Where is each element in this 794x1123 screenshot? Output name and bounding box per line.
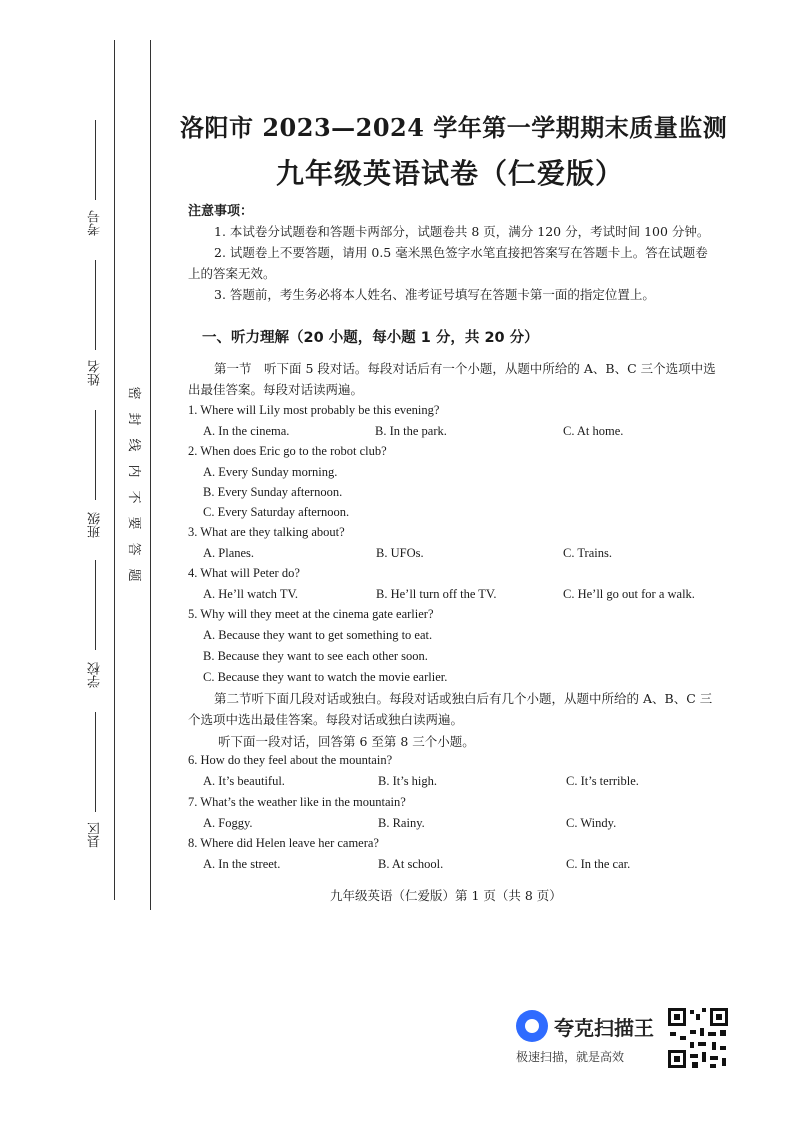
question-option: C. At home. [563, 424, 624, 438]
question-stem: 8. Where did Helen leave her camera? [188, 836, 379, 850]
question-option: B. Because they want to see each other soon. [203, 649, 428, 663]
question-option: A. Every Sunday morning. [203, 465, 338, 479]
question-option: B. UFOs. [376, 546, 424, 560]
question-option: A. Planes. [203, 546, 255, 560]
question-stem: 6. How do they feel about the mountain? [188, 753, 393, 767]
question-option: B. In the park. [375, 424, 447, 438]
margin-line-outer [114, 40, 115, 900]
field-blank-line [95, 120, 96, 200]
field-label: 县区 [87, 822, 103, 848]
question-option: A. Foggy. [203, 816, 253, 830]
exam-title: 洛阳市 2023—2024 学年第一学期期末质量监测 [180, 113, 728, 142]
field-blank-line [95, 410, 96, 500]
question-stem: 1. Where will Lily most probably be this evening? [188, 403, 440, 417]
notice-item-1: 1. 本试卷分试题卷和答题卡两部分，试题卷共 8 页，满分 120 分，考试时间 100 分钟。 [214, 224, 710, 239]
question-option: C. Windy. [566, 816, 617, 830]
question-option: B. It’s high. [378, 774, 438, 788]
question-option: C. He’ll go out for a walk. [563, 587, 695, 601]
question-option: C. Every Saturday afternoon. [203, 505, 350, 519]
question-option: A. Because they want to get something to eat. [203, 628, 433, 642]
field-name [80, 360, 110, 386]
field-blank-line [95, 260, 96, 350]
field-blank-line [95, 712, 96, 812]
question-option: C. Trains. [563, 546, 612, 560]
question-stem: 3. What are they talking about? [188, 525, 345, 539]
field-school [80, 662, 110, 688]
seal-char: 内 [126, 464, 141, 478]
qr-code-icon [666, 1006, 730, 1070]
field-label: 姓名 [87, 360, 103, 386]
field-class [80, 512, 110, 538]
question-option: A. In the street. [203, 857, 281, 871]
question-option: C. Because they want to watch the movie earlier. [203, 670, 448, 684]
question-stem: 5. Why will they meet at the cinema gate earlier? [188, 607, 434, 621]
seal-char: 密 [126, 386, 141, 400]
question-option: B. Rainy. [378, 816, 425, 830]
seal-char: 不 [126, 490, 141, 504]
field-district [80, 822, 110, 848]
question-option: A. In the cinema. [203, 424, 290, 438]
part2-instructions: 第二节听下面几段对话或独白。每段对话或独白后有几个小题，从题中所给的 A、B、C 三个选项中选出最佳答案。每段对话或独白读两遍。 [188, 691, 713, 727]
seal-char: 题 [126, 568, 141, 582]
seal-char: 线 [126, 438, 141, 452]
question-option: A. He’ll watch TV. [203, 587, 299, 601]
question-option: B. At school. [378, 857, 444, 871]
part1-instructions: 第一节 听下面 5 段对话。每段对话后有一个小题，从题中所给的 A、B、C 三个选项中选出最佳答案。每段对话读两遍。 [188, 361, 716, 397]
seal-line-text [123, 380, 143, 588]
question-option: A. It’s beautiful. [203, 774, 285, 788]
notice-title: 注意事项： [188, 204, 254, 219]
quark-logo-icon [516, 1010, 548, 1042]
watermark-slogan: 极速扫描，就是高效 [516, 1050, 625, 1064]
field-label: 考号 [87, 210, 103, 236]
question-stem: 7. What’s the weather like in the mountain? [188, 795, 406, 809]
question-option: C. It’s terrible. [566, 774, 639, 788]
scanner-watermark [516, 1010, 666, 1070]
field-label: 学校 [87, 662, 103, 688]
section-title: 一、听力理解（20 小题，每小题 1 分，共 20 分） [202, 330, 539, 346]
margin-line-inner [150, 40, 151, 910]
exam-subtitle: 九年级英语试卷（仁爱版） [275, 157, 624, 190]
seal-char: 要 [126, 516, 141, 530]
question-option: B. Every Sunday afternoon. [203, 485, 343, 499]
question-stem: 2. When does Eric go to the robot club? [188, 444, 387, 458]
part2-intro: 听下面一段对话，回答第 6 至第 8 三个小题。 [218, 734, 475, 749]
field-exam-number [80, 210, 110, 236]
notice-item-2: 2. 试题卷上不要答题，请用 0.5 毫米黑色签字水笔直接把答案写在答题卡上。答在试题卷上的答案无效。 [188, 245, 708, 281]
seal-char: 封 [126, 412, 141, 426]
field-blank-line [95, 560, 96, 650]
page-footer: 九年级英语（仁爱版）第 1 页（共 8 页） [330, 888, 562, 903]
question-stem: 4. What will Peter do? [188, 566, 300, 580]
question-option: B. He’ll turn off the TV. [376, 587, 497, 601]
watermark-name: 夸克扫描王 [554, 1016, 654, 1040]
notice-item-3: 3. 答题前，考生务必将本人姓名、准考证号填写在答题卡第一面的指定位置上。 [214, 287, 655, 302]
question-option: C. In the car. [566, 857, 631, 871]
field-label: 班级 [87, 512, 103, 538]
seal-char: 答 [126, 542, 141, 556]
